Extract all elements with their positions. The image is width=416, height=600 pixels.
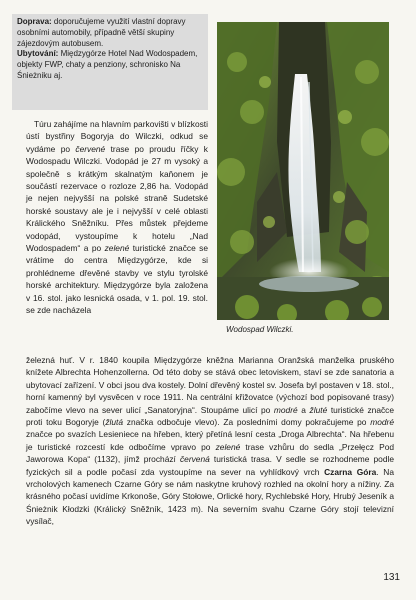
left-column-paragraph <box>26 118 208 317</box>
waterfall-photo <box>217 22 389 320</box>
emphasis: žlutá <box>105 417 124 428</box>
place-name-bold: Czarna Góra <box>324 466 377 477</box>
text-run: a <box>297 404 310 415</box>
accommodation-label: Ubytování: <box>17 49 59 59</box>
text-run: značce po svazích Lesieniece na hřeben, který přetíná lesní cesta „Droga Albrechta“. Na hřebenu je turistické rozcestí kde odbočíme vpravo po <box>26 429 394 452</box>
photo-caption: Wodospad Wilczki. <box>226 325 294 334</box>
info-box <box>12 14 208 110</box>
text-run: železná huť. V r. 1840 koupila Międzygórze kněžna Marianna Oranžská manželka pruského knížete Albrechta Hohenzollerna. Od této doby se stává obec letoviskem, staví se zde sanatoria a ubytovací zařízení. V obci jsou dva kostely. Dolní dřevěný kostel sv. Josefa byl postaven v 18. stol., horní kamenný byl vysvěcen v roce 1911. Na centrální křižovatce (výchozí bod popisované trasy) zabočíme vlevo na sever ulicí „Sanatoryjna“. Stoupáme ulicí po <box>26 355 394 415</box>
transport-text: doporučujeme využití vlastní dopravy osobními automobily, případně větší skupiny zájezdovým autobusem. <box>17 17 186 48</box>
text-run: turistická trasa. V sedle se rozhodneme podle fyzických sil a podle počasí zda vystoupíme na sever na vyhlídkový vrch <box>26 454 394 477</box>
full-width-paragraph <box>26 354 394 528</box>
accommodation-text: Międzygórze Hotel Nad Wodospadem, objekty FWP, chaty a penziony, schronisko Na Śnieżniku aj. <box>17 49 198 80</box>
text-run: Túru zahájíme na hlavním parkovišti v blízkosti ústí bystřiny Bogoryja do Wilczki, odkud se vydáme po <box>26 119 208 154</box>
accommodation-info <box>17 49 203 81</box>
text-run: trase vzhůru do sedla „Przełęcz Pod Jaworowa Kopa“ (1132), jímž prochází <box>26 441 395 465</box>
emphasis: modré <box>273 404 298 415</box>
page-number: 131 <box>383 572 400 583</box>
emphasis: zelené <box>215 441 241 452</box>
text-run: . Na vrcholových kamenech Czarne Góry se nám naskytne kruhový rozhled na okolní hory a nížiny. Za krásného počasí uvidíme Krkonoše, Góry Stołowe, Orlické hory, Rychlebské Hory, Hrubý Jeseník a Śnieżnik Kłodzki (Králický Sněžník, 1423 m). Na severním svahu Czarne Góry stojí televizní vysílač, <box>26 466 394 527</box>
text-run: turistické značce proti toku Bogoryje ( <box>26 404 395 428</box>
text-run: značka odbočuje vlevo). Za posledními domy pokračujeme po <box>123 417 371 428</box>
transport-info <box>17 17 203 49</box>
emphasis: modré <box>370 417 394 428</box>
text-run: trase po proudu říčky k Wodospadu Wilczki. Vodopád je 27 m vysoký a společně s krátkým skalnatým kaňonem je součástí rezervace o rozloze 2,86 ha. Vodopád je nejen nejvyšší na polské straně Sudetské horské soustavy ale je i nejvyšší v celé oblasti Králického Sněžníku. Přes můstek přejdeme vodopád, vystoupíme k hotelu „Nad Wodospadem“ a po <box>26 143 208 254</box>
emphasis: červené <box>75 143 106 154</box>
emphasis: zelené <box>104 243 130 254</box>
emphasis: červená <box>179 454 210 465</box>
transport-label: Doprava: <box>17 17 52 26</box>
text-run: turistické značce se vrátíme do centra Międzygórze, kde si prohlédneme dřevěné stavby ve stylu tyrolské horské architektury. Międzygórze byla založena v 16. stol. jako lesnická osada, v 1. pol. 19. stol. se zde nacházela <box>26 243 209 316</box>
emphasis: žluté <box>309 404 328 415</box>
